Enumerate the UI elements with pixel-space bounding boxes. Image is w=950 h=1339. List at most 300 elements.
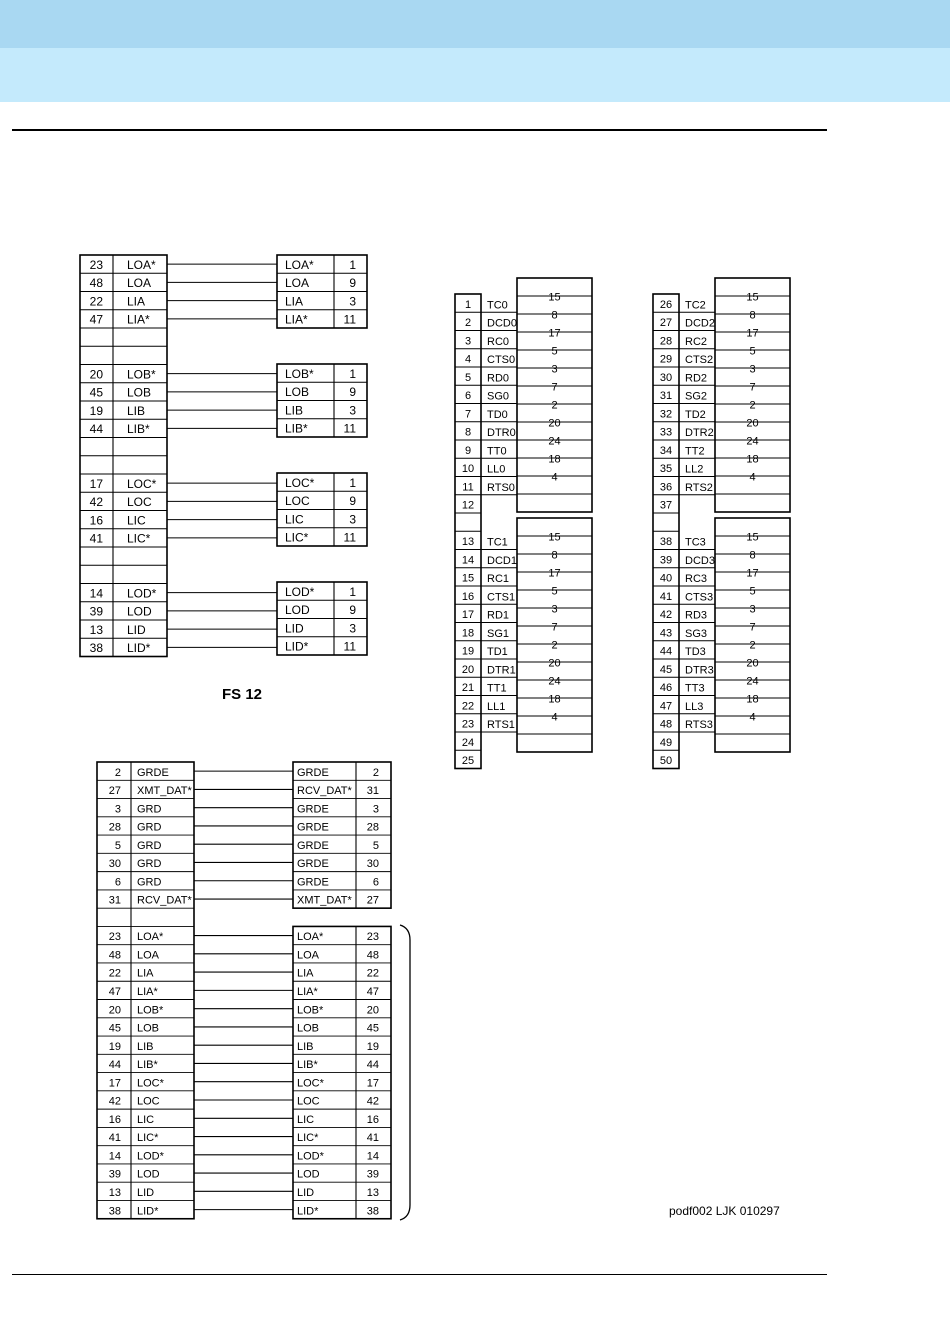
fs12-label: FS 12 [222, 686, 263, 703]
connector-b-signal-label: DCD2 [685, 317, 715, 330]
grde-left-pin: 6 [114, 876, 121, 889]
grde-left-signal: LOA* [137, 931, 164, 944]
grde-right-pin: 6 [372, 876, 379, 889]
fs12-right-signal: LOC* [285, 475, 315, 490]
grde-left-signal: LOB* [137, 1004, 164, 1017]
connector-b-signal-label: RD2 [685, 372, 708, 385]
fs12-left-pin: 41 [89, 531, 103, 546]
connector-a-signal-label: TT1 [487, 682, 507, 695]
connector-b-signal-label: TD2 [685, 408, 706, 421]
grde-right-signal: LOA* [297, 931, 324, 944]
grde-right-signal: GRDE [297, 803, 329, 816]
fs12-right-pin: 9 [349, 494, 356, 508]
grde-right-signal: LID [297, 1186, 315, 1199]
fs12-left-pin: 44 [89, 422, 103, 436]
grde-left-signal: LOD* [137, 1150, 164, 1163]
connector-a-db25-pin: 20 [548, 657, 561, 670]
fs12-left-pin: 20 [89, 367, 103, 382]
connector-b-db25-pin: 4 [749, 471, 756, 484]
fs12-right-pin: 1 [349, 366, 356, 381]
connector-a-signal-label: TD0 [487, 408, 508, 421]
grde-left-signal: LIC* [137, 1132, 159, 1145]
connector-a-signal-label: DCD0 [487, 317, 517, 330]
grde-left-signal: GRD [137, 803, 162, 816]
connector-b-db25-pin: 17 [746, 327, 759, 340]
connector-a-pin-number: 18 [461, 627, 475, 640]
grde-left-signal: LOC* [137, 1077, 164, 1090]
grde-left-pin: 5 [114, 839, 121, 852]
fs12-left-signal: LIA [127, 294, 146, 309]
connector-a-pin-number: 24 [461, 736, 475, 749]
connector-b-pin-number: 42 [659, 609, 673, 621]
connector-b-pin-number: 41 [659, 590, 673, 603]
connector-a-db25-pin: 17 [548, 327, 561, 340]
grde-right-pin: 48 [366, 949, 379, 962]
fs12-left-signal: LIA* [127, 312, 150, 327]
connector-b-db25-pin: 20 [746, 657, 759, 670]
fs12-right-signal: LIA [285, 294, 304, 309]
connector-b-pin-number: 31 [659, 390, 673, 402]
connector-b-db25-pin: 3 [749, 603, 756, 616]
grde-right-pin: 44 [366, 1059, 379, 1072]
connector-a-pin-number: 22 [461, 700, 475, 713]
grde-right-signal: LOA [297, 949, 320, 962]
grde-left-pin: 17 [108, 1077, 121, 1090]
fs12-right-signal: LOB* [285, 366, 314, 381]
connector-b-db25-pin: 8 [749, 309, 756, 322]
connector-a-db25-pin: 8 [551, 309, 558, 322]
fs12-right-pin: 3 [349, 294, 356, 309]
connector-b-signal-label: RTS2 [685, 481, 713, 494]
connector-a-signal-label: LL0 [487, 463, 506, 476]
connector-b-pin-number: 27 [659, 317, 673, 329]
grde-left-pin: 19 [108, 1040, 121, 1053]
grde-right-signal: LIA* [297, 986, 318, 999]
fs12-right-pin: 3 [349, 403, 356, 418]
fs12-left-pin: 38 [89, 641, 103, 655]
connector-a-signal-label: LL1 [487, 700, 506, 713]
fs12-left-pin: 13 [89, 622, 103, 637]
connector-b-db25-pin: 20 [746, 417, 759, 430]
fs12-left-pin: 42 [89, 495, 103, 509]
connector-a-signal-label: RC0 [487, 335, 510, 348]
fs12-left-signal: LOA* [127, 257, 156, 272]
grde-right-signal: LIB [297, 1040, 314, 1053]
fs12-right-signal: LOA [285, 276, 310, 290]
connector-a-signal-label: DTR1 [487, 664, 516, 677]
connector-a-signal-label: TC0 [487, 299, 508, 312]
connector-a-signal-label: TC1 [487, 536, 508, 549]
grde-left-signal: GRD [137, 876, 162, 889]
grde-right-pin: 39 [366, 1168, 379, 1181]
connector-b-signal-label: SG3 [685, 627, 708, 640]
connector-a-db25-pin: 24 [548, 675, 561, 688]
grde-right-signal: LID* [297, 1205, 319, 1218]
connector-b-signal-label: DTR3 [685, 664, 714, 677]
fs12-right-pin: 1 [349, 257, 356, 272]
connector-b-db25-pin: 24 [746, 675, 759, 688]
connector-b-signal-label: LL2 [685, 463, 704, 476]
connector-a-db25-pin: 4 [551, 711, 558, 724]
grde-left-pin: 3 [114, 803, 121, 816]
connector-b-signal-label: RTS3 [685, 719, 713, 731]
grde-right-signal: LIC [297, 1113, 315, 1126]
grde-left-pin: 28 [108, 821, 121, 834]
grde-right-pin: 27 [366, 894, 379, 907]
connector-b-signal-label: TC2 [685, 299, 706, 312]
connector-a-pin-number: 25 [461, 755, 475, 767]
connector-a-pin-number: 17 [461, 609, 475, 621]
connector-b-signal-label: RC3 [685, 573, 708, 585]
connector-b-pin-number: 36 [659, 481, 673, 494]
grde-left-signal: XMT_DAT* [137, 785, 192, 798]
fs12-right-pin: 3 [349, 512, 356, 527]
grde-right-pin: 30 [366, 858, 379, 871]
connector-a-pin-number: 11 [462, 481, 474, 494]
grde-right-signal: LOC [297, 1095, 320, 1108]
connector-b-pin-number: 50 [659, 755, 673, 767]
fs12-right-pin: 9 [349, 385, 356, 399]
grde-right-signal: LIA [297, 967, 314, 980]
grde-right-pin: 2 [372, 766, 379, 779]
fs12-left-signal: LIC [127, 513, 146, 528]
connector-b-db25-pin: 18 [746, 693, 759, 706]
fs12-left-signal: LOB [127, 385, 152, 400]
connector-a-db25-pin: 18 [548, 453, 561, 466]
grde-left-signal: LOB [137, 1022, 160, 1035]
grde-right-pin: 16 [366, 1113, 379, 1126]
grde-left-pin: 23 [108, 931, 121, 944]
connector-a-pin-number: 21 [461, 682, 475, 694]
grde-right-signal: GRDE [297, 766, 329, 779]
connector-a-pin-number: 12 [461, 499, 475, 512]
connector-b-pin-number: 26 [659, 298, 673, 311]
grde-left-pin: 39 [108, 1168, 121, 1181]
grde-right-signal: LOD [297, 1168, 320, 1181]
fs12-right-pin: 11 [343, 312, 356, 327]
connector-b-db25-pin: 17 [746, 567, 759, 580]
fs12-right-signal: LIB [285, 403, 304, 418]
grde-left-pin: 27 [108, 785, 121, 798]
connector-a-signal-label: TD1 [487, 646, 508, 658]
connector-b-db25-pin: 7 [749, 381, 756, 394]
grde-right-pin: 23 [366, 931, 379, 944]
grde-left-signal: LIC [137, 1113, 155, 1126]
connector-a-pin-number: 9 [464, 444, 472, 457]
connector-b-pin-number: 40 [659, 572, 673, 585]
connector-a-pin-number: 16 [461, 590, 475, 603]
connector-b-pin-number: 45 [659, 663, 673, 676]
connector-b-pin-number: 30 [659, 371, 673, 384]
grde-right-signal: LOB [297, 1022, 320, 1035]
grde-left-signal: LOC [137, 1095, 160, 1108]
connector-b-pin-number: 39 [659, 554, 673, 567]
connector-a-signal-label: TT0 [487, 445, 507, 458]
grde-left-pin: 47 [108, 986, 121, 999]
connector-b-db25-pin: 15 [746, 531, 759, 544]
grde-left-pin: 22 [108, 967, 121, 980]
fs12-right-pin: 11 [343, 639, 356, 654]
grde-left-signal: GRDE [137, 766, 169, 779]
connector-a-pin-number: 5 [464, 371, 472, 384]
fs12-right-pin: 1 [349, 584, 356, 599]
grde-left-signal: LID* [137, 1205, 159, 1218]
connector-a-db25-pin: 3 [551, 363, 558, 376]
grde-right-signal: LIB* [297, 1059, 318, 1072]
grde-left-signal: RCV_DAT* [137, 894, 192, 907]
fs12-left-pin: 17 [89, 476, 103, 491]
connector-a-db25-pin: 20 [548, 417, 561, 430]
connector-b-db25-pin: 5 [749, 345, 756, 358]
connector-a-db25-pin: 17 [548, 567, 561, 580]
fs12-right-signal: LID* [285, 639, 309, 654]
grde-left-signal: GRD [137, 858, 162, 871]
connector-a-db25-pin: 8 [551, 549, 558, 562]
connector-a-signal-label: RC1 [487, 573, 510, 585]
grde-right-signal: LOC* [297, 1077, 324, 1090]
connector-b-pin-number: 33 [659, 426, 673, 439]
connector-a-signal-label: SG0 [487, 390, 510, 403]
grde-left-signal: GRD [137, 839, 162, 852]
grde-right-signal: LIC* [297, 1132, 319, 1145]
connector-a-pin-number: 8 [464, 426, 472, 439]
connector-b-signal-label: RC2 [685, 335, 708, 348]
connector-a-db25-pin: 5 [551, 345, 558, 358]
fs12-left-pin: 16 [89, 513, 103, 528]
fs12-right-signal: LOD [285, 603, 310, 617]
grde-right-signal: GRDE [297, 858, 329, 871]
fs12-left-signal: LIC* [127, 531, 151, 546]
grde-right-pin: 14 [366, 1150, 379, 1163]
fs12-left-signal: LID* [127, 641, 151, 655]
fs12-left-signal: LIB [127, 403, 146, 418]
connector-b-signal-label: TC3 [685, 536, 706, 549]
grde-right-pin: 3 [372, 803, 379, 816]
fs12-right-signal: LOC [285, 494, 310, 508]
fs12-right-pin: 1 [349, 475, 356, 490]
connector-a-pin-number: 2 [464, 317, 472, 329]
grde-left-signal: LIB* [137, 1059, 158, 1072]
grde-right-signal: RCV_DAT* [297, 785, 352, 798]
grde-right-pin: 41 [366, 1132, 379, 1145]
grde-right-pin: 31 [366, 785, 379, 798]
grde-left-pin: 31 [108, 894, 121, 907]
connector-a-pin-number: 3 [464, 335, 472, 348]
fs12-left-pin: 45 [89, 385, 103, 400]
connector-b-pin-number: 29 [659, 353, 673, 366]
connector-b-pin-number: 48 [659, 718, 673, 731]
fs12-right-signal: LIB* [285, 421, 308, 436]
grde-right-signal: XMT_DAT* [297, 894, 352, 907]
fs12-left-signal: LOA [127, 276, 152, 290]
connector-b-db25-pin: 2 [749, 639, 756, 652]
fs12-left-signal: LOD* [127, 586, 157, 601]
connector-a-signal-label: DCD1 [487, 554, 517, 567]
connector-b-pin-number: 34 [659, 444, 673, 457]
grde-right-signal: GRDE [297, 839, 329, 852]
connector-b-pin-number: 28 [659, 335, 673, 348]
fs12-left-pin: 23 [89, 257, 103, 272]
connector-a-signal-label: DTR0 [487, 427, 516, 439]
fs12-left-signal: LOC* [127, 476, 157, 491]
connector-a-pin-number: 10 [461, 463, 475, 475]
connector-b-pin-number: 44 [659, 645, 673, 658]
connector-b-pin-number: 47 [659, 700, 673, 713]
grde-right-pin: 20 [366, 1004, 379, 1017]
connector-a-db25-pin: 18 [548, 693, 561, 706]
connector-b-signal-label: TD3 [685, 646, 706, 658]
bracket-brace [400, 925, 410, 1220]
fs12-left-signal: LOD [127, 604, 152, 619]
connector-a-pin-number: 15 [461, 572, 475, 585]
figure-id: podf002 LJK 010297 [669, 1204, 780, 1218]
connector-a-db25-pin: 24 [548, 435, 561, 448]
fs12-right-pin: 11 [343, 421, 356, 436]
connector-a-signal-label: RD1 [487, 609, 510, 622]
connector-b-db25-pin: 7 [749, 621, 756, 634]
fs12-left-signal: LIB* [127, 422, 150, 436]
grde-right-pin: 5 [372, 839, 379, 852]
connector-b-signal-label: CTS2 [685, 354, 714, 366]
connector-b-db25-pin: 4 [749, 711, 756, 724]
fs12-right-signal: LIA* [285, 312, 308, 327]
grde-left-signal: GRD [137, 821, 162, 834]
fs12-left-pin: 19 [89, 403, 103, 418]
fs12-right-signal: LOD* [285, 584, 315, 599]
connector-a-pin-number: 14 [461, 554, 475, 567]
grde-right-signal: LOB* [297, 1004, 324, 1017]
connector-a-pin-number: 6 [464, 390, 472, 402]
connector-b-db25-pin: 24 [746, 435, 759, 448]
connector-b-signal-label: DTR2 [685, 427, 714, 439]
grde-left-signal: LID [137, 1186, 155, 1199]
connector-a-pin-number: 1 [464, 298, 472, 311]
grde-left-signal: LIB [137, 1040, 154, 1053]
connector-b-signal-label: CTS3 [685, 591, 714, 604]
connector-a-signal-label: SG1 [487, 627, 510, 640]
fs12-right-pin: 11 [343, 530, 356, 545]
grde-left-pin: 48 [108, 949, 121, 962]
connector-a-db25-pin: 7 [551, 621, 558, 634]
connector-b-signal-label: TT3 [685, 682, 705, 695]
connector-b-db25-pin: 5 [749, 585, 756, 598]
connector-a-db25-pin: 2 [551, 399, 558, 412]
grde-right-pin: 28 [366, 821, 379, 834]
fs12-left-pin: 47 [89, 312, 103, 327]
grde-left-pin: 42 [108, 1095, 121, 1108]
fs12-right-pin: 3 [349, 621, 356, 636]
connector-a-signal-label: CTS1 [487, 591, 516, 604]
connector-b-pin-number: 49 [659, 736, 673, 749]
connector-b-signal-label: SG2 [685, 390, 708, 403]
grde-left-signal: LOA [137, 949, 160, 962]
grde-right-pin: 19 [366, 1040, 379, 1053]
grde-left-signal: LIA* [137, 986, 158, 999]
connector-a-pin-number: 13 [461, 536, 475, 548]
connector-a-db25-pin: 15 [548, 531, 561, 544]
connector-a-pin-number: 20 [461, 663, 475, 676]
connector-b-pin-number: 38 [659, 536, 673, 548]
grde-left-pin: 41 [108, 1132, 121, 1145]
connector-b-db25-pin: 3 [749, 363, 756, 376]
connector-a-db25-pin: 3 [551, 603, 558, 616]
connector-a-pin-number: 19 [461, 645, 475, 658]
fs12-left-signal: LOC [127, 495, 152, 509]
grde-left-pin: 30 [108, 858, 121, 871]
connector-a-db25-pin: 5 [551, 585, 558, 598]
grde-right-signal: GRDE [297, 876, 329, 889]
grde-left-pin: 45 [108, 1022, 121, 1035]
grde-right-pin: 45 [366, 1022, 379, 1035]
grde-left-signal: LOD [137, 1168, 160, 1181]
fs12-left-pin: 22 [89, 294, 103, 309]
connector-a-signal-label: RTS0 [487, 481, 515, 494]
grde-right-pin: 22 [366, 967, 379, 980]
connector-b-db25-pin: 2 [749, 399, 756, 412]
connector-a-db25-pin: 2 [551, 639, 558, 652]
connector-b-pin-number: 37 [659, 499, 673, 512]
grde-left-pin: 44 [108, 1059, 121, 1072]
connector-b-signal-label: DCD3 [685, 554, 715, 567]
connector-a-pin-number: 23 [461, 718, 475, 731]
fs12-left-signal: LID [127, 622, 146, 637]
grde-left-pin: 14 [108, 1150, 121, 1163]
grde-left-pin: 16 [108, 1113, 121, 1126]
grde-right-pin: 47 [366, 986, 379, 999]
connector-b-pin-number: 35 [659, 463, 673, 475]
fs12-right-signal: LIC [285, 512, 304, 527]
connector-a-db25-pin: 15 [548, 291, 561, 304]
fs12-left-pin: 48 [89, 276, 103, 290]
grde-right-pin: 13 [366, 1186, 379, 1199]
connector-b-db25-pin: 8 [749, 549, 756, 562]
connector-b-pin-number: 32 [659, 408, 673, 421]
grde-left-signal: LIA [137, 967, 154, 980]
grde-right-pin: 38 [366, 1205, 379, 1218]
grde-right-signal: LOD* [297, 1150, 324, 1163]
fs12-right-signal: LOA* [285, 257, 314, 272]
fs12-right-signal: LIC* [285, 530, 309, 545]
grde-right-signal: GRDE [297, 821, 329, 834]
grde-left-pin: 13 [108, 1186, 121, 1199]
connector-a-pin-number: 7 [464, 408, 472, 421]
connector-a-signal-label: RTS1 [487, 719, 515, 731]
connector-b-signal-label: TT2 [685, 445, 705, 458]
connector-a-signal-label: CTS0 [487, 354, 516, 366]
connector-a-db25-pin: 7 [551, 381, 558, 394]
connector-a-signal-label: RD0 [487, 372, 510, 385]
fs12-right-pin: 9 [349, 603, 356, 617]
fs12-left-signal: LOB* [127, 367, 156, 382]
grde-left-pin: 2 [114, 766, 121, 779]
connector-b-db25-pin: 18 [746, 453, 759, 466]
grde-right-pin: 17 [366, 1077, 379, 1090]
connector-b-db25-pin: 15 [746, 291, 759, 304]
grde-left-pin: 20 [108, 1004, 121, 1017]
connector-b-pin-number: 46 [659, 682, 673, 694]
fs12-right-pin: 9 [349, 276, 356, 290]
fs12-right-signal: LID [285, 621, 304, 636]
connector-a-db25-pin: 4 [551, 471, 558, 484]
connector-b-signal-label: RD3 [685, 609, 708, 622]
grde-right-pin: 42 [366, 1095, 379, 1108]
grde-left-pin: 38 [108, 1205, 121, 1218]
connector-b-pin-number: 43 [659, 627, 673, 640]
fs12-right-signal: LOB [285, 385, 310, 399]
connector-a-pin-number: 4 [464, 353, 472, 366]
connector-b-signal-label: LL3 [685, 700, 704, 713]
fs12-left-pin: 39 [89, 604, 103, 619]
